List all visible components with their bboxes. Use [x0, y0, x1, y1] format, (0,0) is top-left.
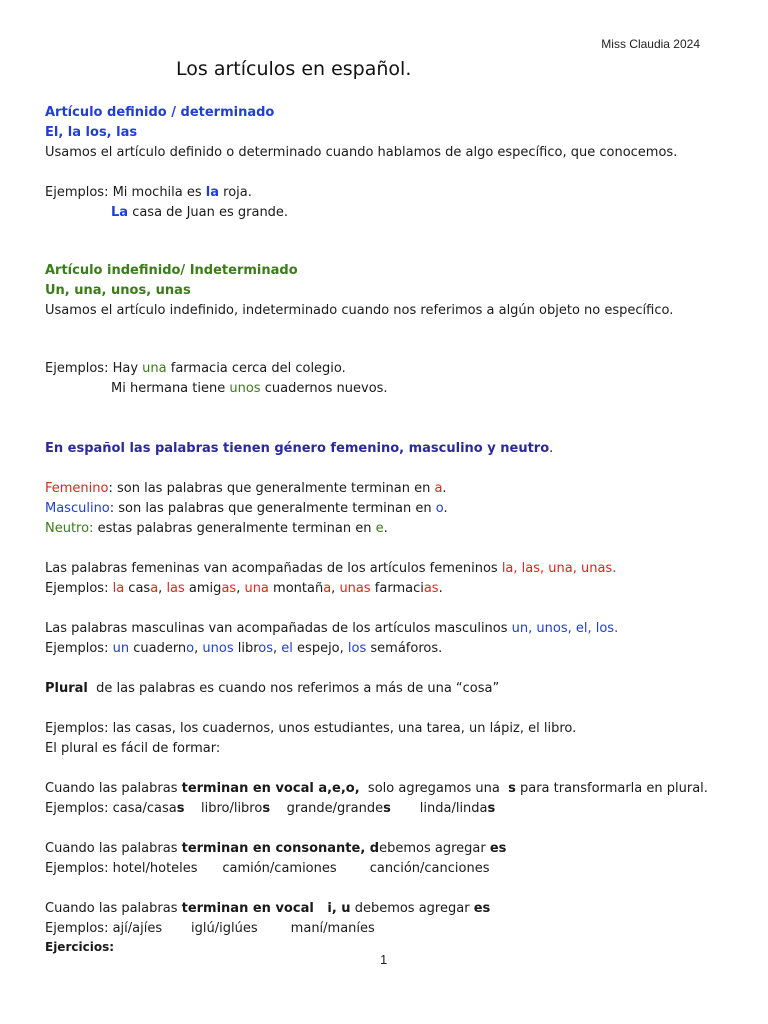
example-word: grande/grande: [270, 801, 384, 816]
period: .: [438, 581, 443, 596]
neutro-label: Neutro:: [45, 521, 94, 536]
rule-consonante-examples: Ejemplos: hotel/hoteles camión/camiones canción/canciones: [45, 861, 490, 876]
ending-letter: e: [375, 521, 384, 536]
rule-bold: terminan en consonante, d: [181, 841, 380, 856]
ending-letter: a: [434, 481, 443, 496]
intro-text: Las palabras femeninas van acompañadas de los artículos femeninos: [45, 561, 502, 576]
ending-letter: o: [435, 501, 444, 516]
page-title: Los artículos en español.: [176, 58, 412, 80]
article-highlight: el: [281, 641, 293, 656]
separator: ,: [273, 641, 282, 656]
masculinas-examples: [45, 639, 735, 659]
rule-consonante: [45, 839, 735, 859]
examples-label: Ejemplos:: [45, 185, 113, 200]
period: .: [442, 481, 447, 496]
plural-text: de las palabras es cuando nos referimos a más de una “cosa”: [87, 681, 500, 696]
rule-bold: es: [473, 901, 491, 916]
article-highlight: unos: [202, 641, 234, 656]
article-highlight: un: [112, 641, 130, 656]
separator: ,: [194, 641, 203, 656]
rule-vocal-iu-examples: Ejemplos: ají/ajíes iglú/iglúes maní/maníes: [45, 921, 375, 936]
word-stem: montañ: [268, 581, 324, 596]
word-stem: semáforos.: [366, 641, 443, 656]
example-text: Mi hermana tiene: [111, 381, 230, 396]
article-highlight: la: [112, 581, 125, 596]
rule-bold: s: [508, 781, 516, 796]
femeninas-examples: [45, 579, 735, 599]
article-highlight: La: [111, 205, 129, 220]
rule-text: ebemos agregar: [379, 841, 490, 856]
example-word: casa/casa: [112, 801, 177, 816]
rule-vocal-aeo: [45, 779, 735, 799]
example-word: libro/libro: [184, 801, 263, 816]
rule-text: solo agregamos una: [359, 781, 509, 796]
indefinido-description: Usamos el artículo indefinido, indeterminado cuando nos referimos a algún objeto no específico.: [45, 303, 674, 318]
genero-heading-period: .: [549, 441, 554, 456]
definition-text: : son las palabras que generalmente terminan en: [108, 481, 435, 496]
plural-bold: Plural: [45, 681, 88, 696]
plural-ending: s: [262, 801, 271, 816]
word-ending: a: [323, 581, 332, 596]
separator: ,: [339, 641, 348, 656]
rule-bold: terminan en vocal i, u: [181, 901, 351, 916]
femenino-definition: [45, 479, 735, 499]
intro-text: Las palabras masculinas van acompañadas de los artículos masculinos: [45, 621, 512, 636]
plural-ending: s: [176, 801, 185, 816]
word-stem: amig: [184, 581, 222, 596]
definido-example-1: [45, 183, 735, 203]
example-text: Mi mochila es: [112, 185, 206, 200]
article-highlight: una: [142, 361, 167, 376]
definido-example-2: [45, 203, 735, 223]
indefinido-heading: Artículo indefinido/ Indeterminado: [45, 263, 298, 278]
separator: ,: [236, 581, 245, 596]
word-ending: as: [423, 581, 439, 596]
word-ending: as: [221, 581, 237, 596]
plural-ending: s: [487, 801, 496, 816]
word-stem: cas: [124, 581, 151, 596]
rule-text: debemos agregar: [350, 901, 474, 916]
plural-examples: Ejemplos: las casas, los cuadernos, unos estudiantes, una tarea, un lápiz, el libro.: [45, 721, 577, 736]
rule-vocal-aeo-examples: [45, 799, 735, 819]
example-text: casa de Juan es grande.: [128, 205, 289, 220]
word-stem: espejo: [292, 641, 340, 656]
rule-bold: terminan en vocal a,e,o,: [181, 781, 360, 796]
document-body: [45, 103, 735, 955]
masculinas-intro: [45, 619, 735, 639]
masculino-label: Masculino: [45, 501, 110, 516]
period: .: [443, 501, 448, 516]
example-text: farmacia cerca del colegio.: [166, 361, 346, 376]
word-ending: os: [258, 641, 274, 656]
examples-label: Ejemplos:: [45, 361, 113, 376]
rule-text: Cuando las palabras: [45, 901, 182, 916]
example-text: cuadernos nuevos.: [260, 381, 388, 396]
definido-articles: El, la los, las: [45, 125, 138, 140]
separator: ,: [158, 581, 167, 596]
rule-text: Cuando las palabras: [45, 841, 182, 856]
rule-vocal-iu: [45, 899, 735, 919]
word-ending: a: [150, 581, 159, 596]
example-text: roja.: [219, 185, 252, 200]
plural-definition: [45, 679, 735, 699]
indefinido-example-2: [45, 379, 735, 399]
articles-list: la, las, una, unas.: [501, 561, 617, 576]
genero-heading-text: En español las palabras tienen género femenino, masculino y neutro: [45, 441, 550, 456]
definido-heading: Artículo definido / determinado: [45, 105, 275, 120]
genero-heading: [45, 439, 735, 459]
page-number: 1: [380, 952, 388, 967]
page-header: Miss Claudia 2024: [601, 37, 700, 51]
article-highlight: una: [244, 581, 269, 596]
examples-label: Ejemplos:: [45, 581, 113, 596]
example-word: linda/linda: [390, 801, 488, 816]
examples-label: Ejemplos:: [45, 801, 113, 816]
definido-description: Usamos el artículo definido o determinado cuando hablamos de algo específico, que conocemos.: [45, 145, 678, 160]
period: .: [383, 521, 388, 536]
word-ending: o: [186, 641, 195, 656]
article-highlight: unos: [229, 381, 261, 396]
article-highlight: la: [205, 185, 220, 200]
femenino-label: Femenino: [45, 481, 109, 496]
word-stem: farmaci: [370, 581, 424, 596]
definition-text: estas palabras generalmente terminan en: [93, 521, 376, 536]
separator: ,: [331, 581, 340, 596]
articles-list: un, unos, el, los.: [511, 621, 619, 636]
rule-bold: es: [489, 841, 507, 856]
indefinido-example-1: [45, 359, 735, 379]
examples-label: Ejemplos:: [45, 641, 113, 656]
masculino-definition: [45, 499, 735, 519]
article-highlight: unas: [339, 581, 371, 596]
neutro-definition: [45, 519, 735, 539]
word-stem: cuadern: [129, 641, 187, 656]
word-stem: libr: [233, 641, 259, 656]
plural-ending: s: [383, 801, 391, 816]
ejercicios-heading: Ejercicios:: [45, 940, 115, 954]
femeninas-intro: [45, 559, 735, 579]
example-text: Hay: [112, 361, 143, 376]
indefinido-articles: Un, una, unos, unas: [45, 283, 191, 298]
plural-easy: El plural es fácil de formar:: [45, 741, 221, 756]
article-highlight: las: [166, 581, 185, 596]
definition-text: : son las palabras que generalmente terminan en: [109, 501, 436, 516]
article-highlight: los: [347, 641, 367, 656]
rule-text: Cuando las palabras: [45, 781, 182, 796]
rule-text: para transformarla en plural.: [515, 781, 708, 796]
